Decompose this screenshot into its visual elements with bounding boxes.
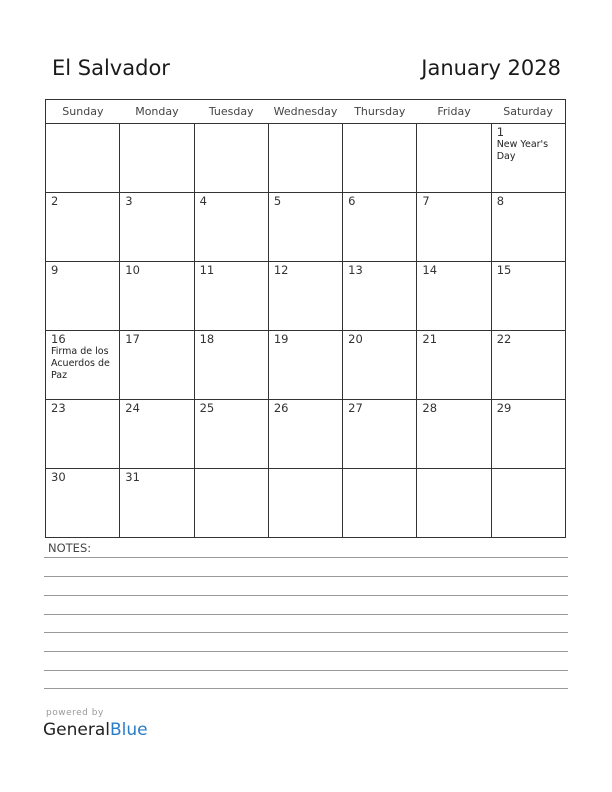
calendar-week-row [46, 331, 566, 400]
calendar-day-cell [268, 400, 342, 469]
day-number: 16 [51, 332, 66, 346]
day-number: 1 [496, 125, 505, 139]
day-number: 20 [348, 332, 363, 346]
calendar-day-cell [46, 331, 120, 400]
notes-label: NOTES: [48, 541, 92, 555]
calendar-day-cell [417, 469, 491, 538]
day-number: 4 [199, 194, 207, 208]
month-year-title: January 2028 [421, 56, 561, 80]
note-line [44, 632, 568, 633]
calendar-day-cell [417, 193, 491, 262]
calendar-day-cell [491, 262, 565, 331]
calendar-day-cell [194, 262, 268, 331]
calendar-day-cell [268, 124, 342, 193]
calendar-day-cell [120, 469, 194, 538]
day-number: 27 [348, 401, 363, 415]
weekday-tuesday: Tuesday [194, 100, 268, 124]
calendar-day-cell [343, 193, 417, 262]
day-number: 11 [199, 263, 215, 277]
calendar-day-cell [343, 262, 417, 331]
calendar-week-row [46, 469, 566, 538]
day-number: 2 [51, 194, 59, 208]
day-number: 5 [273, 194, 282, 208]
calendar-day-cell [491, 124, 565, 193]
calendar-day-cell [194, 331, 268, 400]
calendar-day-cell [120, 193, 194, 262]
day-number: 13 [348, 263, 363, 277]
day-number: 6 [348, 194, 356, 208]
note-line [44, 688, 568, 689]
calendar-week-row [46, 262, 566, 331]
weekday-friday: Friday [417, 100, 491, 124]
day-number: 7 [422, 194, 430, 208]
calendar-day-cell [120, 400, 194, 469]
calendar-day-cell [194, 400, 268, 469]
weekday-saturday: Saturday [491, 100, 565, 124]
calendar-day-cell [46, 193, 120, 262]
day-number: 29 [496, 401, 512, 415]
weekday-wednesday: Wednesday [268, 100, 342, 124]
calendar-week-row [46, 400, 566, 469]
calendar-day-cell [417, 400, 491, 469]
calendar-day-cell [268, 469, 342, 538]
calendar-grid [45, 99, 566, 538]
note-line [44, 595, 568, 596]
day-number: 3 [125, 194, 133, 208]
calendar-day-cell [46, 469, 120, 538]
powered-by-text: powered by [46, 708, 104, 718]
weekday-header-row [46, 100, 566, 124]
calendar-day-cell [491, 400, 565, 469]
day-number: 22 [496, 332, 512, 346]
day-number: 21 [422, 332, 438, 346]
calendar-day-cell [268, 331, 342, 400]
day-number: 30 [51, 470, 66, 484]
calendar-day-cell [46, 400, 120, 469]
calendar-day-cell [417, 262, 491, 331]
calendar-day-cell [343, 469, 417, 538]
day-number: 31 [125, 470, 140, 484]
day-number: 28 [422, 401, 438, 415]
calendar-day-cell [46, 262, 120, 331]
day-number: 19 [273, 332, 289, 346]
brand-general: General [43, 720, 110, 740]
day-number: 26 [273, 401, 289, 415]
calendar-day-cell [194, 193, 268, 262]
weekday-sunday: Sunday [46, 100, 120, 124]
note-line [44, 651, 568, 652]
calendar-week-row [46, 193, 566, 262]
day-number: 18 [199, 332, 215, 346]
day-number: 25 [199, 401, 215, 415]
calendar-day-cell [343, 331, 417, 400]
calendar-day-cell [120, 262, 194, 331]
brand-blue: Blue [110, 720, 148, 740]
day-number: 12 [273, 263, 289, 277]
day-number: 14 [422, 263, 438, 277]
calendar-day-cell [120, 331, 194, 400]
holiday-label: Firma de los Acuerdos de Paz [51, 346, 110, 381]
note-line [44, 576, 568, 577]
weekday-monday: Monday [120, 100, 194, 124]
country-title: El Salvador [52, 56, 170, 80]
day-number: 9 [51, 263, 59, 277]
note-line [44, 670, 568, 671]
calendar-day-cell [46, 124, 120, 193]
calendar-week-row [46, 124, 566, 193]
calendar-day-cell [194, 124, 268, 193]
calendar-day-cell [120, 124, 194, 193]
day-number: 24 [125, 401, 140, 415]
calendar-day-cell [268, 193, 342, 262]
calendar-day-cell [343, 124, 417, 193]
holiday-label: New Year's Day [496, 139, 549, 162]
calendar-day-cell [491, 469, 565, 538]
calendar-day-cell [194, 469, 268, 538]
day-number: 23 [51, 401, 66, 415]
calendar-day-cell [268, 262, 342, 331]
weekday-thursday: Thursday [343, 100, 417, 124]
day-number: 8 [496, 194, 505, 208]
calendar-day-cell [343, 400, 417, 469]
day-number: 10 [125, 263, 140, 277]
calendar-day-cell [417, 331, 491, 400]
calendar-day-cell [491, 331, 565, 400]
note-line [44, 614, 568, 615]
day-number: 17 [125, 332, 140, 346]
day-number: 15 [496, 263, 512, 277]
note-line [44, 557, 568, 558]
calendar-day-cell [417, 124, 491, 193]
calendar-day-cell [491, 193, 565, 262]
generalblue-logo [43, 720, 148, 740]
